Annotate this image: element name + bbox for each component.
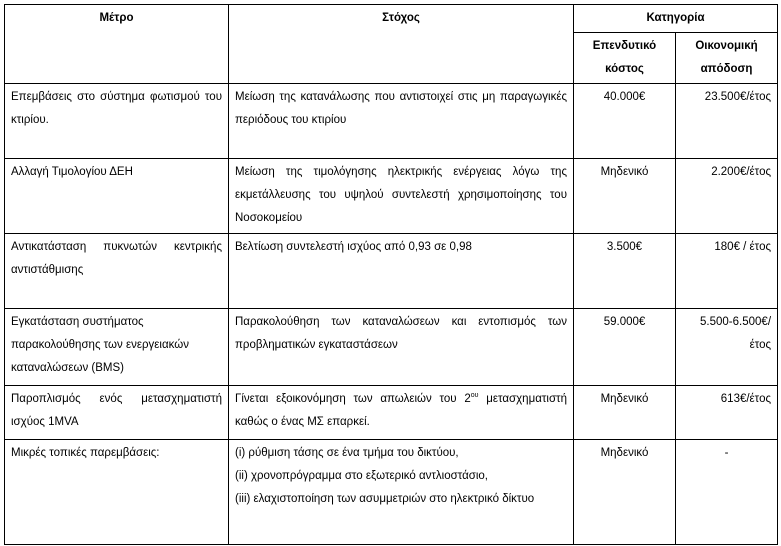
table-row [5,386,778,440]
return-cell: 2.200€/έτος [676,159,778,234]
goal-list-item: (ii) χρονοπρόγραμμα στο εξωτερικό αντλιοστάσιο, [235,470,488,482]
cost-cell: 59.000€ [574,309,676,386]
cost-cell: Μηδενικό [574,440,676,545]
cost-cell: Μηδενικό [574,386,676,440]
header-economic-return: Οικονομική απόδοση [676,33,778,84]
goal-list-item: (iii) ελαχιστοποίηση των ασυμμετριών στο ηλεκτρικό δίκτυο [235,493,535,505]
table-row [5,159,778,234]
measure-cell: Επεμβάσεις στο σύστημα φωτισμού του κτιρίου. [5,84,229,159]
cost-cell: 3.500€ [574,234,676,309]
header-goal: Στόχος [229,5,574,84]
return-cell: 23.500€/έτος [676,84,778,159]
measure-cell: Παροπλισμός ενός μετασχηματιστή ισχύος 1MVA [5,386,229,440]
goal-text-end: μετασχηματιστή καθώς ο ένας ΜΣ επαρκεί. [235,393,567,428]
cost-cell: 40.000€ [574,84,676,159]
measure-cell: Μικρές τοπικές παρεμβάσεις: [5,440,229,545]
header-investment-cost: Επενδυτικό κόστος [574,33,676,84]
header-row [5,5,778,33]
return-cell: 613€/έτος [676,386,778,440]
table-row [5,84,778,159]
goal-cell [229,386,574,440]
goal-cell: Βελτίωση συντελεστή ισχύος από 0,93 σε 0,98 [229,234,574,309]
return-cell: 180€ / έτος [676,234,778,309]
header-measure: Μέτρο [5,5,229,84]
goal-cell: Μείωση της κατανάλωσης που αντιστοιχεί στις μη παραγωγικές περιόδους του κτιρίου [229,84,574,159]
goal-cell: Παρακολούθηση των καταναλώσεων και εντοπισμός των προβληματικών εγκαταστάσεων [229,309,574,386]
table-row [5,440,778,545]
return-cell: - [676,440,778,545]
goal-text-start: Γίνεται εξοικονόμηση των απωλειών του 2 [235,393,471,405]
goal-cell: Μείωση της τιμολόγησης ηλεκτρικής ενέργειας λόγω της εκμετάλλευσης του υψηλού συντελεστή χρησιμοποίησης του Νοσοκομείου [229,159,574,234]
table-row [5,234,778,309]
cost-cell: Μηδενικό [574,159,676,234]
measures-table [4,4,778,545]
ordinal-suffix: ου [470,392,479,400]
measure-cell: Εγκατάσταση συστήματος παρακολούθησης των ενεργειακών καταναλώσεων (BMS) [5,309,229,386]
return-cell: 5.500-6.500€/έτος [676,309,778,386]
measure-cell: Αλλαγή Τιμολογίου ΔΕΗ [5,159,229,234]
measure-cell: Αντικατάσταση πυκνωτών κεντρικής αντιστάθμισης [5,234,229,309]
table-row [5,309,778,386]
goal-list-item: (i) ρύθμιση τάσης σε ένα τμήμα του δικτύου, [235,447,459,459]
header-category: Κατηγορία [574,5,778,33]
goal-cell [229,440,574,545]
